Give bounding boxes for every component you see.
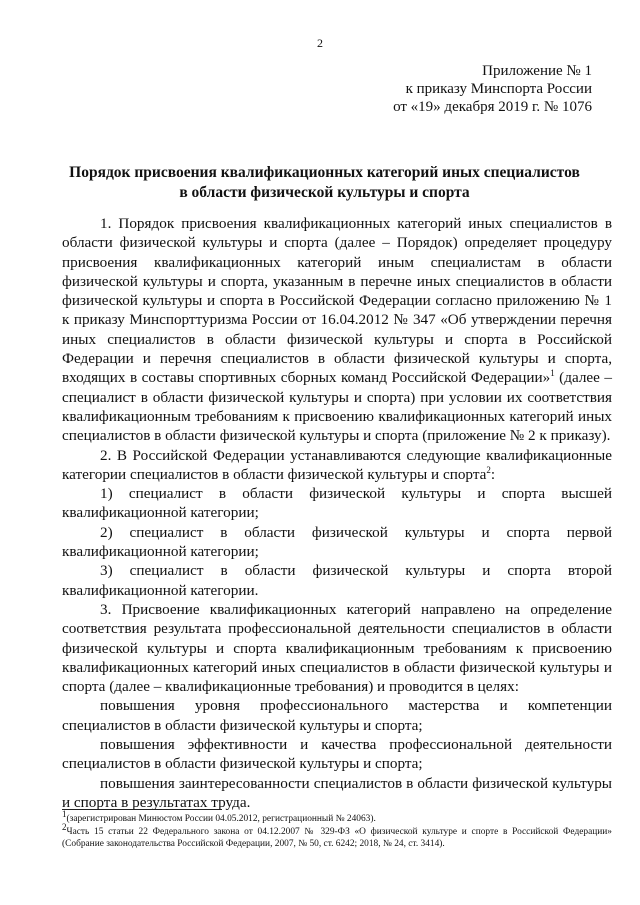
appendix-line-3: от «19» декабря 2019 г. № 1076 <box>393 99 592 115</box>
document-body <box>62 214 612 812</box>
title-line-1: Порядок присвоения квалификационных категорий иных специалистов <box>69 164 580 181</box>
appendix-line-2: к приказу Минспорта России <box>405 81 592 97</box>
list-item-2: 2) специалист в области физической культуры и спорта первой квалификационной категории; <box>62 523 612 561</box>
footnote-2 <box>62 821 612 851</box>
footnote-2-text: Часть 15 статьи 22 Федерального закона от 04.12.2007 № 329-ФЗ «О физической культуре и спорте в Российской Федерации» (Собрание законодательства Российской Федерации, 2007, № 50, ст. 6242; 2018, № 24, ст. 3414). <box>62 826 612 850</box>
footnote-ref-2: 2 <box>486 464 491 475</box>
footnote-1 <box>62 808 612 826</box>
list-item-1: 1) специалист в области физической культуры и спорта высшей квалификационной категории; <box>62 485 612 522</box>
goal-item-3: повышения заинтересованности специалистов в области физической культуры и спорта в результатах труда. <box>62 774 612 811</box>
paragraph-3: 3. Присвоение квалификационных категорий направлено на определение соответствия результата профессиональной деятельности специалистов в области физической культуры и спорта квалификационным требованиям к присвоению квалификационных категорий иных специалистов в области физической культуры и спорта (далее – квалификационные требования) и проводится в целях: <box>62 600 612 696</box>
footnote-2-mark: 2 <box>62 821 67 832</box>
page-number: 2 <box>317 36 323 50</box>
paragraph-2-tail: : <box>490 465 496 483</box>
footnotes <box>62 808 612 851</box>
footnote-divider <box>62 809 222 810</box>
paragraph-1 <box>62 214 612 446</box>
footnote-1-text: (зарегистрирован Минюстом России 04.05.2012, регистрационный № 24063). <box>66 814 376 824</box>
paragraph-1-text: 1. Порядок присвоения квалификационных категорий иных специалистов в области физической культуры и спорта (далее – Порядок) определяет процедуру присвоения квалификационных категорий иным специалистам в области физической культуры и спорта, указанным в перечне иных специалистов в области физической культуры и спорта в Российской Федерации согласно приложению № 1 к приказу Минспорттуризма России от 16.04.2012 № 347 «Об утверждении перечня иных специалистов в области физической культуры и спорта в Российской Федерации и перечня специалистов в области физической культуры и спорта, входящих в составы спортивных сборных команд Российской Федерации» <box>62 215 612 387</box>
goal-item-1: повышения уровня профессионального мастерства и компетенции специалистов в области физической культуры и спорта; <box>62 697 612 734</box>
appendix-header <box>332 62 592 116</box>
appendix-line-1: Приложение № 1 <box>482 63 592 79</box>
title-line-2: в области физической культуры и спорта <box>179 184 470 201</box>
list-item-3: 3) специалист в области физической культуры и спорта второй квалификационной категории. <box>62 562 612 599</box>
footnote-ref-1: 1 <box>550 368 555 379</box>
paragraph-2 <box>62 446 612 485</box>
goal-item-2: повышения эффективности и качества профессиональной деятельности специалистов в области физической культуры и спорта; <box>62 736 612 773</box>
paragraph-2-text: 2. В Российской Федерации устанавливаются следующие квалификационные категории специалистов в области физической культуры и спорта <box>62 446 612 483</box>
footnote-1-mark: 1 <box>62 808 67 819</box>
document-title <box>62 163 587 203</box>
paragraph-1-tail: (далее – специалист в области физической культуры и спорта) при условии их соответствия квалификационным требованиям к присвоению квалификационных категорий иных специалистов в области физической культуры и спорта (приложение № 2 к приказу). <box>62 369 612 445</box>
